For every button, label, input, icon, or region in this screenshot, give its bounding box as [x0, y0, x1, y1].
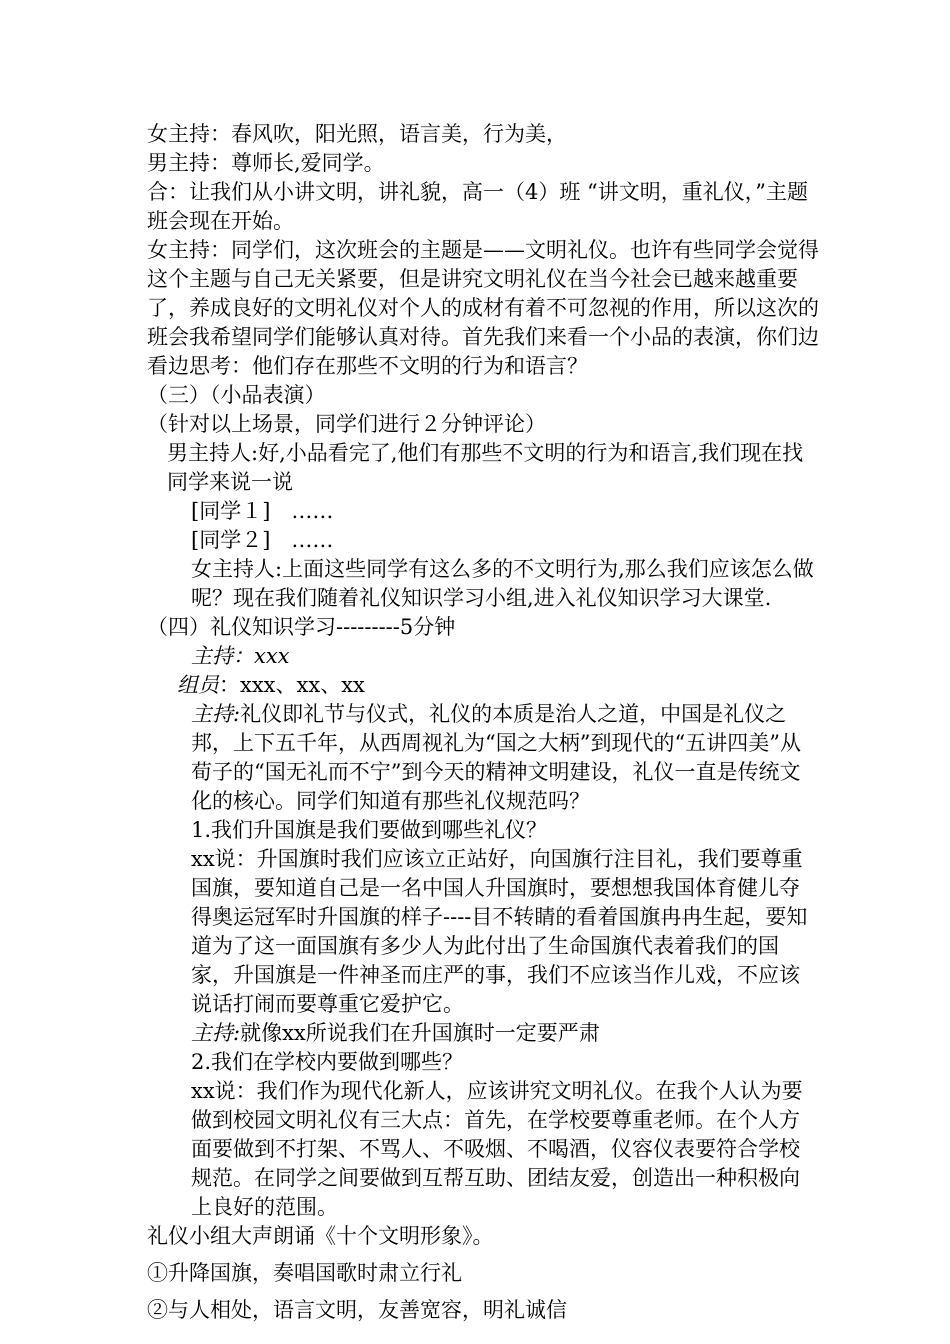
line-student-1: [同学１] …… [191, 499, 334, 523]
line-host-summary [147, 1019, 819, 1048]
line-student-2: [同学２] …… [191, 528, 334, 552]
line-host-etiquette-intro [147, 700, 819, 816]
document-body [147, 120, 819, 1325]
line-host-name [147, 642, 819, 671]
host-value: xxx [254, 644, 290, 668]
line-female-host-intro: 女主持：春风吹，阳光照，语言美，行为美， [147, 122, 567, 146]
line-question-2: 2.我们在学校内要做到哪些？ [191, 1050, 464, 1074]
host-label: 主持： [191, 644, 254, 668]
line-female-host-theme: 女主持：同学们，这次班会的主题是——文明礼仪。也许有些同学会觉得这个主题与自己无关紧要，但是讲究文明礼仪在当今社会已越来越重要了，养成良好的文明礼仪对个人的成材有着不可忽视的作用，所以这次的班会我希望同学们能够认真对待。首先我们来看一个小品的表演，你们边看边思考：他们存在那些不文明的行为和语言？ [147, 238, 819, 378]
host-etiquette-text: 礼仪即礼节与仪式，礼仪的本质是治人之道，中国是礼仪之邦，上下五千年，从西周视礼为“国之大柄”到现代的“五讲四美”从荀子的“国无礼而不宁”到今天的精神文明建设，礼仪一直是传统文化的核心。同学们知道有那些礼仪规范吗？ [191, 702, 801, 813]
line-discussion-note: （针对以上场景，同学们进行２分钟评论） [147, 412, 546, 436]
line-male-host-discussion: 男主持人:好,小品看完了,他们有那些不文明的行为和语言,我们现在找同学来说一说 [167, 441, 804, 494]
section-three-heading: （三）（小品表演） [147, 383, 326, 407]
members-value: ：xxx、xx、xx [219, 673, 365, 697]
line-male-host-intro: 男主持：尊师长,爱同学。 [147, 151, 385, 175]
line-question-1: 1.我们升国旗是我们要做到哪些礼仪？ [191, 818, 548, 842]
line-members [147, 671, 819, 700]
line-answer-1: xx说：升国旗时我们应该立正站好，向国旗行注目礼，我们要尊重国旗，要知道自己是一名中国人升国旗时，要想想我国体育健儿夺得奥运冠军时升国旗的样子----目不转睛的看着国旗冉冉生起，要知道为了这一面国旗有多少人为此付出了生命国旗代表着我们的国家，升国旗是一件神圣而庄严的事，我们不应该当作儿戏，不应该说话打闹而要尊重它爱护它。 [191, 847, 808, 1016]
line-recitation: 礼仪小组大声朗诵《十个文明形象》。 [147, 1224, 494, 1248]
host-label-3: 主持: [191, 1021, 241, 1045]
line-answer-2: xx说：我们作为现代化新人，应该讲究文明礼仪。在我个人认为要做到校园文明礼仪有三大点：首先，在学校要尊重老师。在个人方面要做到不打架、不骂人、不吸烟、不喝酒，仪容仪表要符合学校规范。在同学之间要做到互帮互助、团结友爱，创造出一种积极向上良好的范围。 [191, 1079, 803, 1219]
line-together-opening: 合：让我们从小讲文明，讲礼貌，高一（4）班 “讲文明，重礼仪，”主题班会现在开始。 [147, 180, 809, 233]
list-item-2: ②与人相处，语言文明，友善宽容，明礼诚信 [147, 1298, 567, 1322]
host-label-2: 主持: [191, 702, 241, 726]
host-summary-text: 就像xx所说我们在升国旗时一定要严肃 [240, 1021, 600, 1045]
line-female-host-question: 女主持人:上面这些同学有这么多的不文明行为,那么我们应该怎么做呢？现在我们随着礼仪知识学习小组,进入礼仪知识学习大课堂. [191, 557, 814, 610]
section-four-heading: （四）礼仪知识学习---------5分钟 [147, 615, 456, 639]
members-label: 组员 [177, 673, 219, 697]
list-item-1: ①升降国旗，奏唱国歌时肃立行礼 [147, 1261, 462, 1285]
